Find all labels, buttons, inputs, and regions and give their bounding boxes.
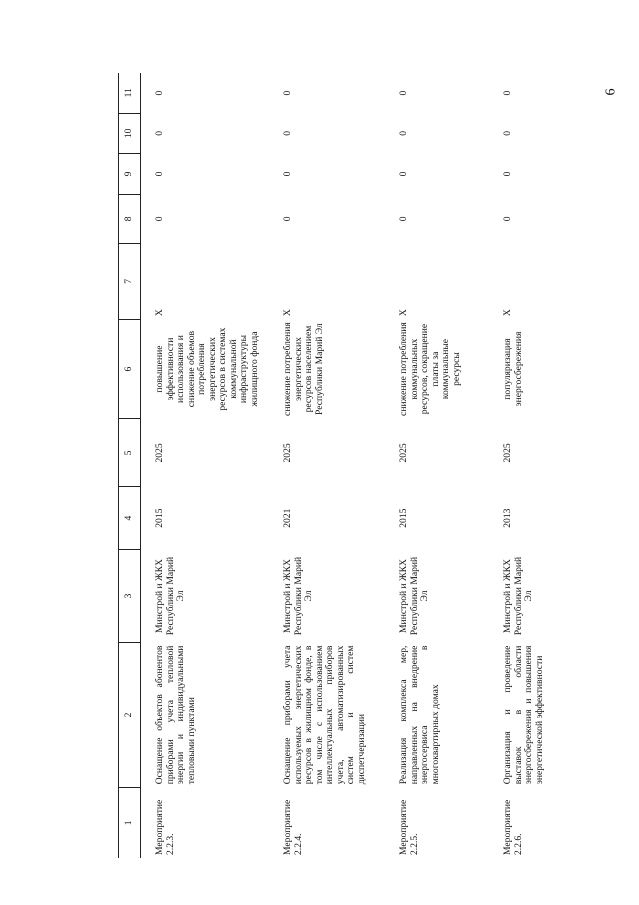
activity-end-year: 2025 xyxy=(154,443,165,463)
column-number-5: 5 xyxy=(119,419,141,487)
activity-col10-value: 0 xyxy=(282,130,293,136)
activity-col9-value: 0 xyxy=(154,171,165,177)
activity-name: Организация и проведение выставок в области энергосбережения и повышения энергетической эффективности xyxy=(502,645,545,785)
activity-col10-value: 0 xyxy=(154,130,165,136)
column-number-7: 7 xyxy=(119,244,141,320)
column-number-2: 2 xyxy=(119,643,141,788)
table-row xyxy=(269,73,385,858)
table-row xyxy=(489,73,597,858)
activity-col11-value: 0 xyxy=(282,90,293,96)
activity-id: Мероприятие 2.2.5. xyxy=(398,799,420,855)
activity-start-year: 2021 xyxy=(282,508,293,528)
column-number-6: 6 xyxy=(119,319,141,419)
activity-executor: Минстрой и ЖКХ Республики Марий Эл xyxy=(398,556,431,636)
activity-col10-value: 0 xyxy=(398,130,409,136)
activity-executor: Минстрой и ЖКХ Республики Марий Эл xyxy=(502,556,535,636)
activity-col9-value: 0 xyxy=(282,171,293,177)
activity-col8-value: 0 xyxy=(154,216,165,222)
activity-col11-value: 0 xyxy=(502,90,513,96)
activity-id: Мероприятие 2.2.3. xyxy=(154,799,176,855)
column-number-4: 4 xyxy=(119,487,141,549)
table-row xyxy=(141,73,270,858)
activity-start-year: 2013 xyxy=(502,508,513,528)
activity-end-year: 2025 xyxy=(502,443,513,463)
activity-result: популяризация энергосбережения xyxy=(502,331,524,407)
activity-result: повышение эффективности использования и снижение объемов потребления энергетических ресурсов в системах коммунальной инфраструктуры жилищного фонда xyxy=(154,327,260,411)
activity-executor: Минстрой и ЖКХ Республики Марий Эл xyxy=(282,556,315,636)
activity-result: снижение потребления энергетических ресурсов населением Республики Марий Эл xyxy=(282,322,325,416)
page-number: 6 xyxy=(603,88,619,96)
activity-name: Оснащение приборами учета используемых энергетических ресурсов в жилищном фонде, в том числе с использованием интеллектуальных приборов учета, автоматизированных систем и систем диспетчеризации xyxy=(282,645,367,785)
activity-col7-value: X xyxy=(398,309,409,317)
activity-col8-value: 0 xyxy=(282,216,293,222)
column-number-8: 8 xyxy=(119,194,141,243)
activity-col9-value: 0 xyxy=(502,171,513,177)
column-number-11: 11 xyxy=(119,73,141,113)
activity-col9-value: 0 xyxy=(398,171,409,177)
activity-end-year: 2025 xyxy=(282,443,293,463)
column-number-3: 3 xyxy=(119,549,141,642)
activity-col7-value: X xyxy=(154,309,165,317)
activity-col8-value: 0 xyxy=(502,216,513,222)
column-number-10: 10 xyxy=(119,113,141,154)
column-number-9: 9 xyxy=(119,154,141,195)
activity-col8-value: 0 xyxy=(398,216,409,222)
activity-name: Оснащение объектов абонентов приборами учета тепловой энергии и индивидуальными тепловыми пунктами xyxy=(154,645,197,785)
rotated-table-container xyxy=(118,73,639,858)
activity-executor: Минстрой и ЖКХ Республики Марий Эл xyxy=(154,556,187,636)
activity-col7-value: X xyxy=(502,309,513,317)
activity-result: снижение потребления коммунальных ресурсов, сокращение платы за коммунальные ресурсы xyxy=(398,322,462,416)
activity-id: Мероприятие 2.2.4. xyxy=(282,799,304,855)
activity-col7-value: X xyxy=(282,309,293,317)
activity-end-year: 2025 xyxy=(398,443,409,463)
table-row xyxy=(385,73,489,858)
activity-col10-value: 0 xyxy=(502,130,513,136)
activity-col11-value: 0 xyxy=(398,90,409,96)
activity-name: Реализация комплекса мер, направленных на внедрение энергосервиса в многоквартирных домах xyxy=(398,645,441,785)
activity-start-year: 2015 xyxy=(398,508,409,528)
activity-col11-value: 0 xyxy=(154,90,165,96)
column-number-1: 1 xyxy=(119,787,141,858)
column-number-row xyxy=(119,73,141,858)
activity-start-year: 2015 xyxy=(154,508,165,528)
program-activities-table xyxy=(118,73,597,858)
activity-id: Мероприятие 2.2.6. xyxy=(502,799,524,855)
